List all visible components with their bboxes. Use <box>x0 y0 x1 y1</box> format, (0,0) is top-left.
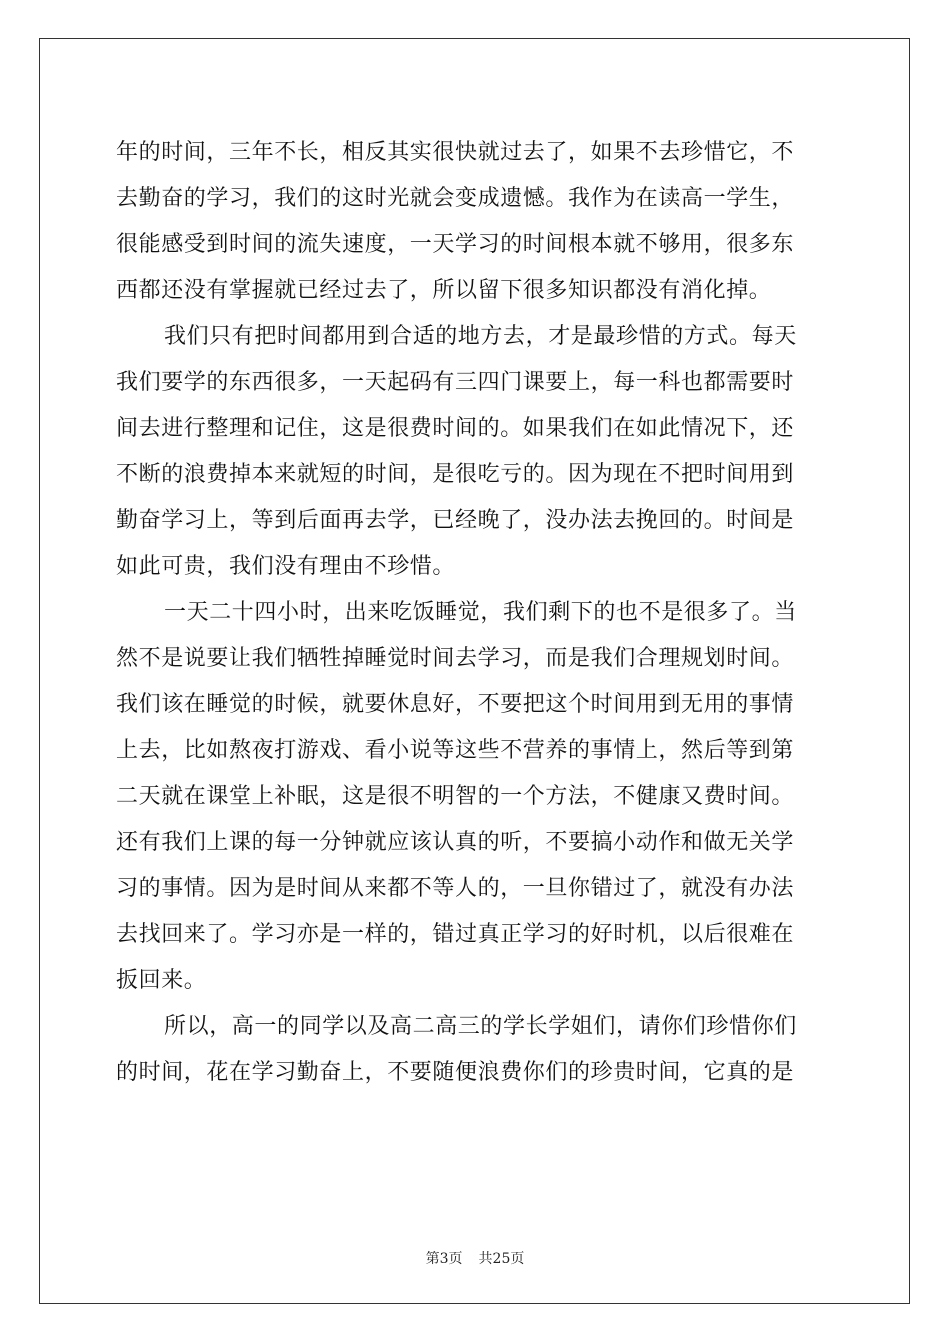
paragraph-4 <box>116 1004 836 1096</box>
text-line: 一天二十四小时，出来吃饭睡觉，我们剩下的也不是很多了。当 <box>164 600 797 625</box>
text-line: 不断的浪费掉本来就短的时间，是很吃亏的。因为现在不把时间用到 <box>116 462 795 487</box>
text-line: 二天就在课堂上补眠，这是很不明智的一个方法，不健康又费时间。 <box>116 784 795 809</box>
text-line: 我们要学的东西很多，一天起码有三四门课要上，每一科也都需要时 <box>116 370 795 395</box>
text-line: 还有我们上课的每一分钟就应该认真的听，不要搞小动作和做无关学 <box>116 830 795 855</box>
text-line: 去勤奋的学习，我们的这时光就会变成遗憾。我作为在读高一学生， <box>116 186 795 211</box>
document-body <box>116 130 836 1096</box>
text-line: 西都还没有掌握就已经过去了，所以留下很多知识都没有消化掉。 <box>116 278 772 303</box>
current-page-number: 第3页 <box>425 1251 463 1267</box>
text-line: 上去，比如熬夜打游戏、看小说等这些不营养的事情上，然后等到第 <box>116 738 795 763</box>
text-line: 间去进行整理和记住，这是很费时间的。如果我们在如此情况下，还 <box>116 416 795 441</box>
total-page-count: 共25页 <box>478 1251 525 1267</box>
paragraph-3 <box>116 590 836 1004</box>
paragraph-2 <box>116 314 836 590</box>
text-line: 去找回来了。学习亦是一样的，错过真正学习的好时机，以后很难在 <box>116 922 795 947</box>
text-line: 很能感受到时间的流失速度，一天学习的时间根本就不够用，很多东 <box>116 232 795 257</box>
text-line: 所以，高一的同学以及高二高三的学长学姐们，请你们珍惜你们 <box>164 1014 797 1039</box>
text-line: 勤奋学习上，等到后面再去学，已经晚了，没办法去挽回的。时间是 <box>116 508 795 533</box>
text-line: 扳回来。 <box>116 968 207 993</box>
text-line: 如此可贵，我们没有理由不珍惜。 <box>116 554 456 579</box>
text-line: 习的事情。因为是时间从来都不等人的，一旦你错过了，就没有办法 <box>116 876 795 901</box>
text-line: 的时间，花在学习勤奋上，不要随便浪费你们的珍贵时间，它真的是 <box>116 1060 795 1085</box>
text-line: 我们只有把时间都用到合适的地方去，才是最珍惜的方式。每天 <box>164 324 797 349</box>
text-line: 年的时间，三年不长，相反其实很快就过去了，如果不去珍惜它，不 <box>116 140 795 165</box>
text-line: 然不是说要让我们牺牲掉睡觉时间去学习，而是我们合理规划时间。 <box>116 646 795 671</box>
paragraph-1 <box>116 130 836 314</box>
text-line: 我们该在睡觉的时候，就要休息好，不要把这个时间用到无用的事情 <box>116 692 795 717</box>
page-footer <box>0 1248 950 1268</box>
